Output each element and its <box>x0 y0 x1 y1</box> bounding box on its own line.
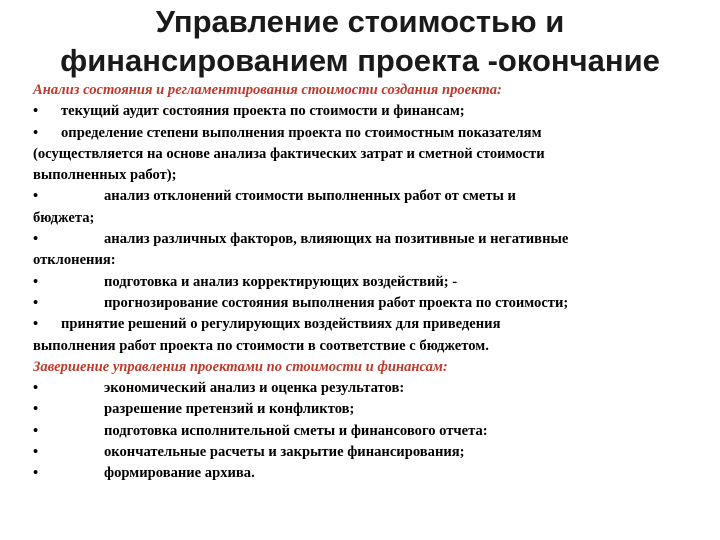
bullet: • <box>33 380 39 397</box>
list-item-text: текущий аудит состояния проекта по стоимости и финансам; <box>61 103 465 120</box>
section-heading-analysis: Анализ состояния и регламентирования стоимости создания проекта: <box>33 82 502 98</box>
slide-title-line-2: финансированием проекта -окончание <box>60 43 660 78</box>
bullet: • <box>33 103 39 120</box>
list-item <box>33 101 703 122</box>
slide-title-line-1: Управление стоимостью и <box>155 4 565 39</box>
list-item-text: определение степени выполнения проекта по стоимостным показателям <box>61 124 542 141</box>
list-item-continuation: бюджета; <box>33 209 95 226</box>
bullet: • <box>33 422 39 439</box>
list-item-text: подготовка и анализ корректирующих воздействий; - <box>104 273 458 290</box>
list-item <box>33 186 703 207</box>
list-item <box>33 378 703 399</box>
list-item <box>33 229 703 250</box>
bullet: • <box>33 273 39 290</box>
bullet: • <box>33 231 39 248</box>
list-item-text: подготовка исполнительной сметы и финансового отчета: <box>104 422 488 439</box>
list-item-text: разрешение претензий и конфликтов; <box>104 401 355 418</box>
list-item-text: анализ отклонений стоимости выполненных работ от сметы и <box>104 188 516 205</box>
list-item-continuation: выполнения работ проекта по стоимости в соответствие с бюджетом. <box>33 337 489 354</box>
bullet: • <box>33 401 39 418</box>
slide-title <box>40 2 680 80</box>
list-item-continuation: отклонения: <box>33 252 116 269</box>
list-item <box>33 421 703 442</box>
section-heading-completion: Завершение управления проектами по стоимости и финансам: <box>33 358 448 375</box>
list-item-continuation: выполненных работ); <box>33 167 177 184</box>
bullet: • <box>33 124 39 141</box>
list-item-text: принятие решений о регулирующих воздействиях для приведения <box>61 316 501 333</box>
list-item-text: окончательные расчеты и закрытие финансирования; <box>104 444 465 461</box>
bullet: • <box>33 294 39 311</box>
list-item-text: анализ различных факторов, влияющих на позитивные и негативные <box>104 231 569 248</box>
bullet: • <box>33 316 39 333</box>
bullet: • <box>33 444 39 461</box>
list-item-text: формирование архива. <box>104 465 255 482</box>
bullet: • <box>33 188 39 205</box>
list-item-text: экономический анализ и оценка результатов: <box>104 380 405 397</box>
list-item <box>33 442 703 463</box>
bullet: • <box>33 465 39 482</box>
list-item-text: прогнозирование состояния выполнения работ проекта по стоимости; <box>104 294 569 311</box>
list-item <box>33 399 703 420</box>
list-item <box>33 123 703 144</box>
slide-body <box>33 80 703 485</box>
list-item <box>33 463 703 484</box>
list-item <box>33 314 703 335</box>
list-item <box>33 293 703 314</box>
list-item <box>33 272 703 293</box>
list-item-continuation: (осуществляется на основе анализа фактических затрат и сметной стоимости <box>33 145 545 162</box>
